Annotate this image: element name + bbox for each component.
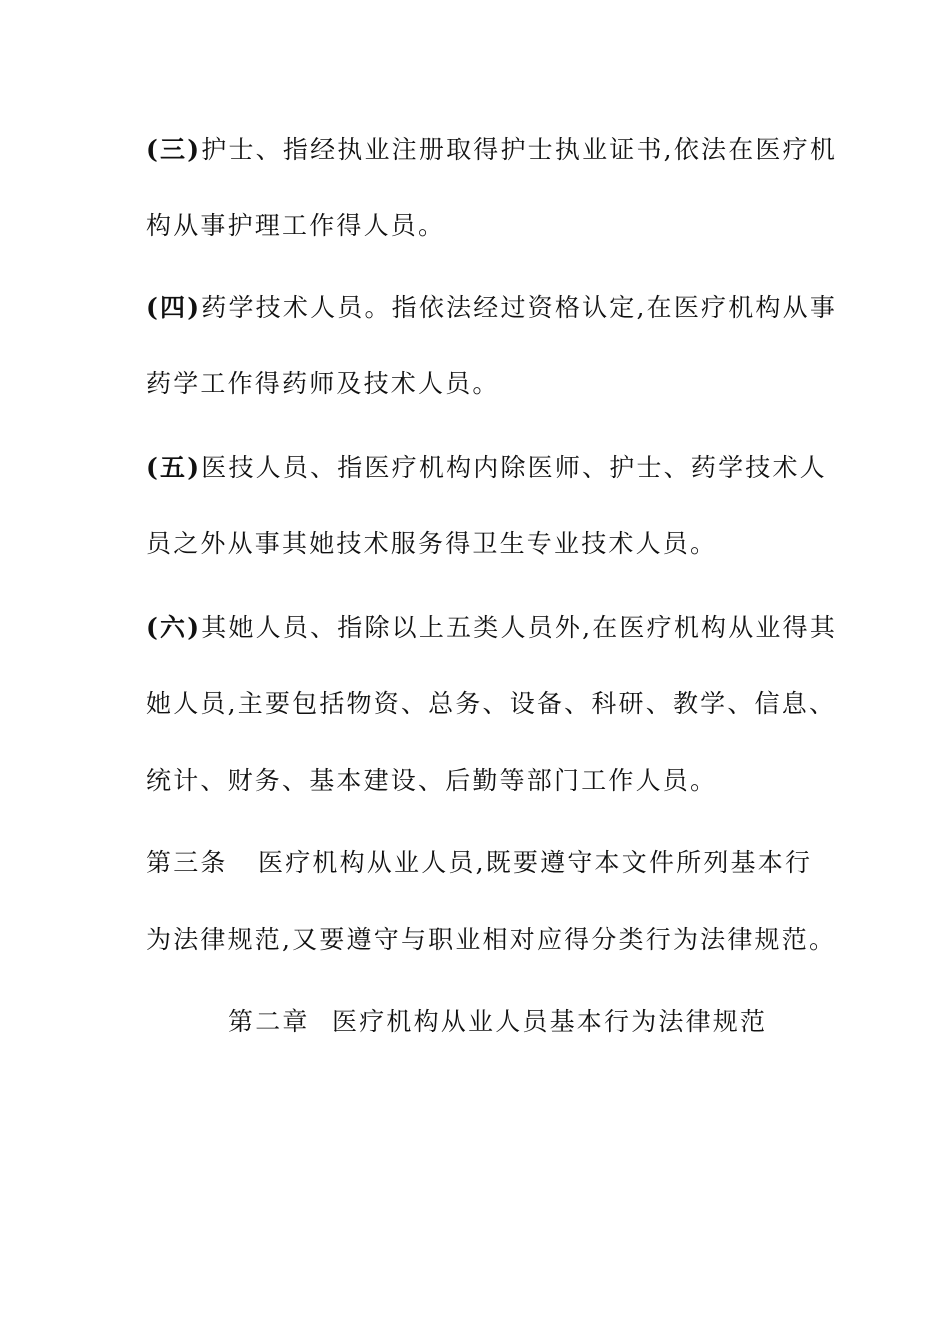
paragraph-5-mark: (五) <box>146 453 202 482</box>
article-3-line-2 <box>146 924 837 956</box>
paragraph-3-mark: (三) <box>146 135 202 164</box>
paragraph-5-text-1: 医技人员、指医疗机构内除医师、护士、药学技术人 <box>201 453 827 482</box>
paragraph-3-line-1 <box>146 134 838 166</box>
paragraph-3-line-2 <box>146 210 806 242</box>
paragraph-3-text-1: 护士、指经执业注册取得护士执业证书,依法在医疗机 <box>201 135 838 164</box>
chapter-title: 医疗机构从业人员基本行为法律规范 <box>332 1007 768 1036</box>
article-3-text-2: 为法律规范,又要遵守与职业相对应得分类行为法律规范。 <box>146 925 837 954</box>
paragraph-5-text-2: 员之外从事其她技术服务得卫生专业技术人员。 <box>146 529 718 558</box>
article-3-text-1: 医疗机构从业人员,既要遵守本文件所列基本行 <box>258 848 813 877</box>
paragraph-5-line-1 <box>146 452 827 484</box>
article-3-line-1 <box>146 847 813 879</box>
paragraph-4-line-1 <box>146 292 838 324</box>
paragraph-6-text-1: 其她人员、指除以上五类人员外,在医疗机构从业得其 <box>201 613 838 642</box>
paragraph-4-text-2: 药学工作得药师及技术人员。 <box>146 369 500 398</box>
article-3-label: 第三条 <box>146 848 228 877</box>
paragraph-6-text-2: 她人员,主要包括物资、总务、设备、科研、教学、信息、 <box>146 689 837 718</box>
paragraph-6-line-2 <box>146 688 837 720</box>
paragraph-4-text-1: 药学技术人员。指依法经过资格认定,在医疗机构从事 <box>201 293 838 322</box>
paragraph-6-mark: (六) <box>146 613 202 642</box>
paragraph-3-text-2: 构从事护理工作得人员。 <box>146 211 446 240</box>
paragraph-6-line-1 <box>146 612 838 644</box>
chapter-number: 第二章 <box>228 1007 310 1036</box>
chapter-heading <box>228 1006 768 1038</box>
paragraph-4-line-2 <box>146 368 806 400</box>
paragraph-5-line-2 <box>146 528 806 560</box>
paragraph-4-mark: (四) <box>146 293 202 322</box>
paragraph-6-text-3: 统计、财务、基本建设、后勤等部门工作人员。 <box>146 766 718 795</box>
paragraph-6-line-3 <box>146 765 806 797</box>
